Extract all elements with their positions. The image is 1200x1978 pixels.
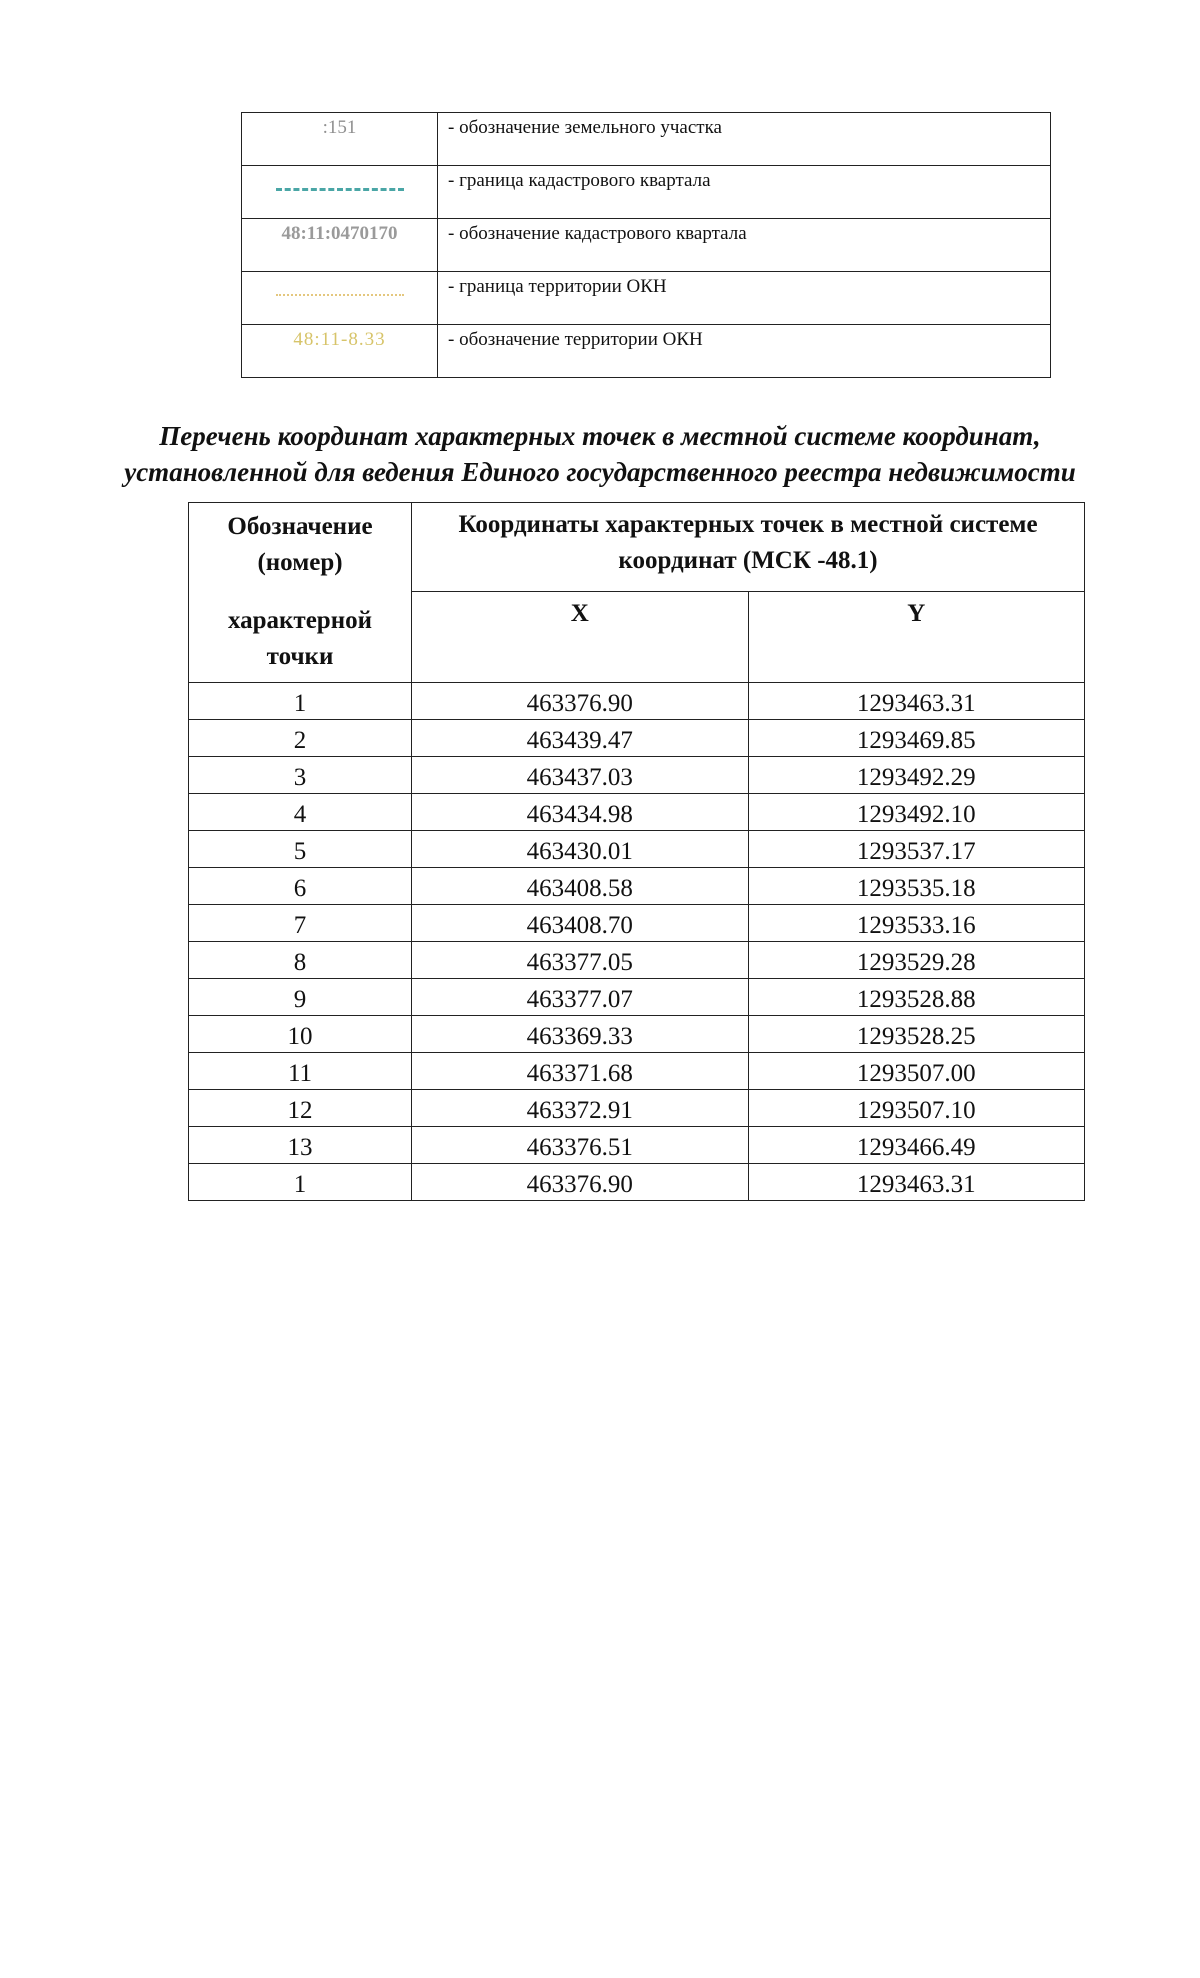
y-coordinate-cell: 1293507.10: [748, 1090, 1085, 1127]
x-coordinate-cell: 463369.33: [412, 1016, 749, 1053]
coordinates-group-header: Координаты характерных точек в местной системе координат (МСК -48.1): [412, 503, 1085, 592]
coordinates-body: [189, 683, 1085, 1201]
x-coordinate-cell: 463372.91: [412, 1090, 749, 1127]
table-row: [189, 1127, 1085, 1164]
table-row: [189, 1090, 1085, 1127]
x-coordinate-cell: 463437.03: [412, 757, 749, 794]
heading-line-2: установленной для ведения Единого государственного реестра недвижимости: [124, 457, 1076, 487]
point-number-header-line: характерной: [227, 607, 373, 634]
table-row: [189, 905, 1085, 942]
point-number-header-line: (номер): [257, 549, 343, 576]
legend-description: - обозначение земельного участка: [438, 113, 1051, 166]
point-number-cell: 3: [189, 757, 412, 794]
x-header: X: [412, 592, 749, 683]
land-plot-label-symbol: :151: [322, 117, 357, 138]
legend-symbol: [242, 325, 438, 378]
quarter-label-symbol: 48:11:0470170: [281, 223, 398, 244]
x-coordinate-cell: 463439.47: [412, 720, 749, 757]
point-number-cell: 6: [189, 868, 412, 905]
point-number-cell: 10: [189, 1016, 412, 1053]
x-coordinate-cell: 463434.98: [412, 794, 749, 831]
point-number-cell: 11: [189, 1053, 412, 1090]
legend-description: - обозначение кадастрового квартала: [438, 219, 1051, 272]
point-number-cell: 1: [189, 1164, 412, 1201]
x-coordinate-cell: 463376.51: [412, 1127, 749, 1164]
x-coordinate-cell: 463377.05: [412, 942, 749, 979]
legend-table: [241, 112, 1051, 378]
y-coordinate-cell: 1293469.85: [748, 720, 1085, 757]
legend-symbol: [242, 113, 438, 166]
legend-row: [242, 166, 1051, 219]
okn-boundary-line-symbol: [276, 294, 404, 296]
point-number-cell: 2: [189, 720, 412, 757]
table-row: [189, 757, 1085, 794]
point-number-cell: 4: [189, 794, 412, 831]
legend-row: [242, 219, 1051, 272]
y-coordinate-cell: 1293463.31: [748, 1164, 1085, 1201]
point-number-cell: 7: [189, 905, 412, 942]
point-number-header-line: точки: [266, 643, 334, 670]
legend-description: - обозначение территории ОКН: [438, 325, 1051, 378]
table-row: [189, 1016, 1085, 1053]
y-coordinate-cell: 1293529.28: [748, 942, 1085, 979]
legend-symbol: [242, 272, 438, 325]
y-coordinate-cell: 1293466.49: [748, 1127, 1085, 1164]
y-coordinate-cell: 1293535.18: [748, 868, 1085, 905]
legend-description: - граница кадастрового квартала: [438, 166, 1051, 219]
point-number-cell: 8: [189, 942, 412, 979]
legend-description: - граница территории ОКН: [438, 272, 1051, 325]
x-coordinate-cell: 463376.90: [412, 683, 749, 720]
y-coordinate-cell: 1293492.29: [748, 757, 1085, 794]
header-row: [189, 503, 1085, 592]
point-number-cell: 5: [189, 831, 412, 868]
x-coordinate-cell: 463371.68: [412, 1053, 749, 1090]
table-row: [189, 979, 1085, 1016]
table-row: [189, 831, 1085, 868]
x-coordinate-cell: 463408.70: [412, 905, 749, 942]
point-number-cell: 12: [189, 1090, 412, 1127]
y-coordinate-cell: 1293528.25: [748, 1016, 1085, 1053]
legend-symbol: [242, 219, 438, 272]
table-row: [189, 1053, 1085, 1090]
point-number-cell: 9: [189, 979, 412, 1016]
y-coordinate-cell: 1293463.31: [748, 683, 1085, 720]
coordinates-table: [188, 502, 1085, 1201]
table-row: [189, 794, 1085, 831]
y-coordinate-cell: 1293528.88: [748, 979, 1085, 1016]
okn-label-symbol: 48:11-8.33: [293, 329, 386, 350]
point-number-cell: 13: [189, 1127, 412, 1164]
section-heading: [120, 418, 1080, 490]
table-row: [189, 942, 1085, 979]
table-row: [189, 868, 1085, 905]
x-coordinate-cell: 463430.01: [412, 831, 749, 868]
y-coordinate-cell: 1293533.16: [748, 905, 1085, 942]
table-row: [189, 683, 1085, 720]
legend-row: [242, 325, 1051, 378]
x-coordinate-cell: 463408.58: [412, 868, 749, 905]
point-number-cell: 1: [189, 683, 412, 720]
table-row: [189, 1164, 1085, 1201]
y-coordinate-cell: 1293537.17: [748, 831, 1085, 868]
legend-symbol: [242, 166, 438, 219]
legend-row: [242, 113, 1051, 166]
quarter-boundary-line-symbol: [276, 188, 404, 191]
x-coordinate-cell: 463376.90: [412, 1164, 749, 1201]
y-coordinate-cell: 1293507.00: [748, 1053, 1085, 1090]
y-header: Y: [748, 592, 1085, 683]
table-row: [189, 720, 1085, 757]
y-coordinate-cell: 1293492.10: [748, 794, 1085, 831]
point-number-header: [189, 503, 412, 683]
point-number-header-line: Обозначение: [227, 513, 373, 540]
heading-line-1: Перечень координат характерных точек в местной системе координат,: [159, 421, 1041, 451]
x-coordinate-cell: 463377.07: [412, 979, 749, 1016]
legend-row: [242, 272, 1051, 325]
